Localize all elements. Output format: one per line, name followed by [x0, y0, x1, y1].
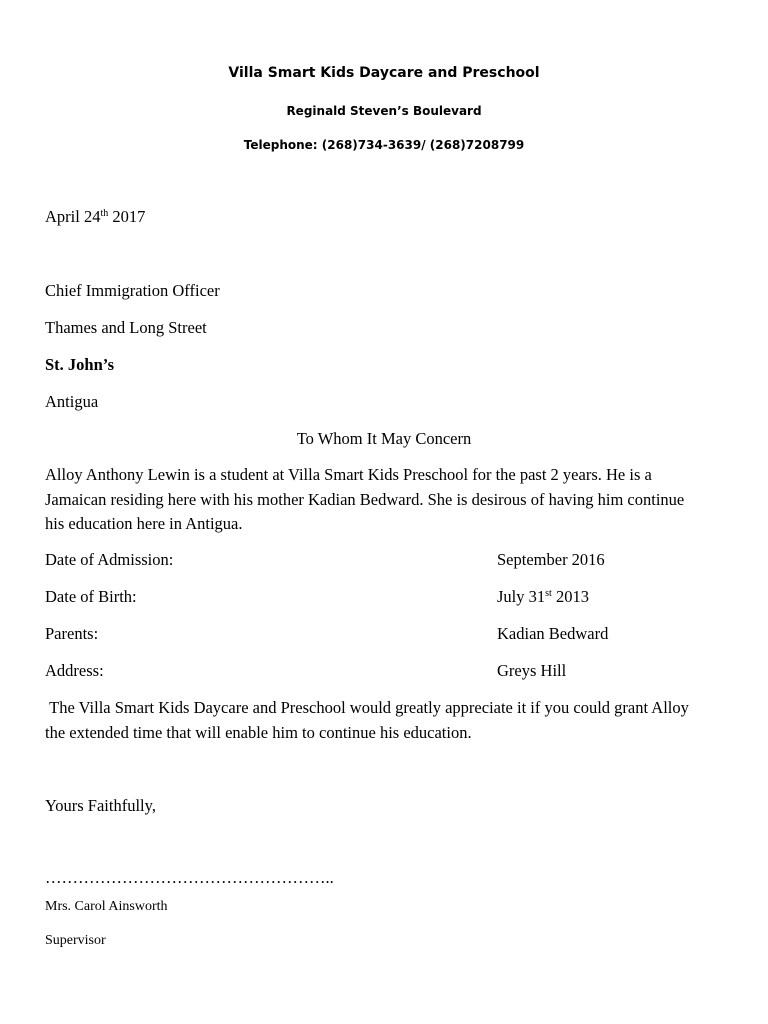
- parents-value: Kadian Bedward: [497, 624, 609, 643]
- body-paragraph-2: The Villa Smart Kids Daycare and Preschool would greatly appreciate it if you could grant Alloy the extended time that will enable him to continue his education.: [45, 698, 693, 742]
- admission-label: Date of Admission:: [45, 550, 174, 569]
- birth-value-day: July 31: [497, 587, 546, 606]
- letter-subject: To Whom It May Concern: [296, 429, 472, 448]
- parents-label: Parents:: [45, 624, 99, 643]
- address-label: Address:: [45, 661, 104, 680]
- date-year: 2017: [108, 207, 146, 226]
- school-name: Villa Smart Kids Daycare and Preschool: [228, 65, 540, 81]
- letter-date: [45, 205, 145, 229]
- date-ordinal: th: [100, 208, 109, 219]
- signatory-name: Mrs. Carol Ainsworth: [45, 899, 168, 914]
- birth-value-year: 2013: [551, 587, 589, 606]
- closing-salutation: Yours Faithfully,: [45, 796, 156, 815]
- recipient-city: St. John’s: [45, 355, 115, 374]
- birth-label: Date of Birth:: [45, 587, 137, 606]
- recipient-title: Chief Immigration Officer: [45, 281, 220, 300]
- recipient-street: Thames and Long Street: [45, 318, 207, 337]
- birth-value: [497, 585, 589, 609]
- school-street: Reginald Steven’s Boulevard: [286, 104, 482, 118]
- address-value: Greys Hill: [497, 661, 567, 680]
- signatory-position: Supervisor: [45, 933, 106, 948]
- date-month-day: April 24: [45, 207, 101, 226]
- signature-line: ……………………………………………..: [45, 868, 334, 887]
- admission-value: September 2016: [497, 550, 605, 569]
- recipient-country: Antigua: [45, 392, 99, 411]
- body-paragraph-1: Alloy Anthony Lewin is a student at Villa Smart Kids Preschool for the past 2 years. He is a Jamaican residing here with his mother Kadian Bedward. She is desirous of having him continue his education here in Antigua.: [45, 465, 685, 533]
- school-telephone: Telephone: (268)734-3639/ (268)7208799: [243, 138, 525, 152]
- birth-value-ordinal: st: [545, 588, 552, 599]
